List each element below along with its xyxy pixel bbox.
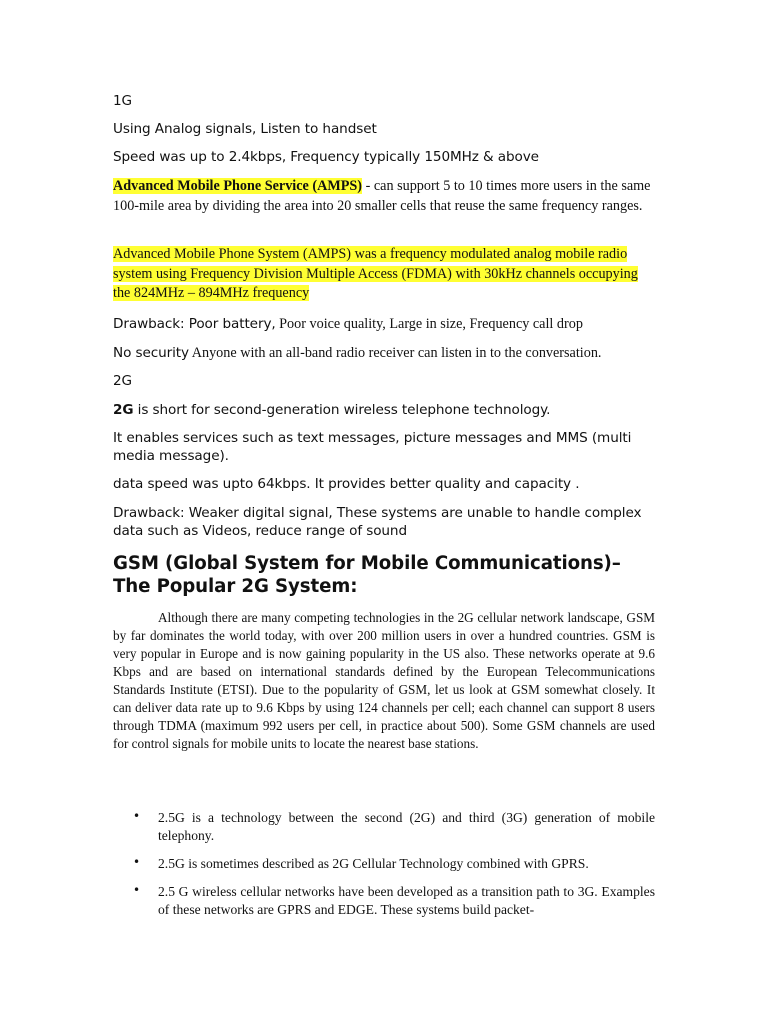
paragraph-amps-service bbox=[113, 177, 655, 216]
text-2g: 2G bbox=[113, 373, 132, 389]
bullet-icon: • bbox=[133, 809, 141, 823]
text-2g-services: It enables services such as text messages, picture messages and MMS (multi media message). bbox=[113, 430, 632, 464]
list-item-text: 2.5 G wireless cellular networks have been developed as a transition path to 3G. Examples of these networks are GPRS and EDGE. These systems build packet- bbox=[158, 884, 655, 917]
list-item-text: 2.5G is a technology between the second (2G) and third (3G) generation of mobile telephony. bbox=[158, 810, 655, 843]
text-1g: 1G bbox=[113, 93, 132, 109]
text-drawback-2g: Drawback: Weaker digital signal, These systems are unable to handle complex data such as Videos, reduce range of sound bbox=[113, 505, 642, 539]
amps-service-term: Advanced Mobile Phone Service (AMPS) bbox=[113, 178, 363, 194]
amps-service-description: - can support 5 to 10 times more users in the same 100-mile area by dividing the area into 20 smaller cells that reuse the same frequency ranges. bbox=[113, 178, 651, 214]
amps-system-highlight: Advanced Mobile Phone System (AMPS) was a frequency modulated analog mobile radio system using Frequency Division Multiple Access (FDMA) with 30kHz channels occupying the 824MHz – 894MHz frequency bbox=[113, 246, 638, 301]
paragraph-amps-system bbox=[113, 245, 655, 304]
bullet-icon: • bbox=[133, 883, 141, 897]
list-item-text: 2.5G is sometimes described as 2G Cellular Technology combined with GPRS. bbox=[158, 856, 589, 871]
text-2g-definition bbox=[113, 402, 655, 418]
drawback-1g-label: Drawback: Poor battery, bbox=[113, 316, 276, 332]
text-drawback-1g bbox=[113, 315, 655, 335]
text-2g-data-speed: data speed was upto 64kbps. It provides better quality and capacity . bbox=[113, 476, 580, 492]
text-no-security bbox=[113, 344, 655, 364]
2g-term: 2G bbox=[113, 402, 134, 418]
drawback-1g-items: Poor voice quality, Large in size, Frequency call drop bbox=[275, 316, 583, 332]
paragraph-gsm: Although there are many competing technologies in the 2G cellular network landscape, GSM by far dominates the world today, with over 200 million users in over a hundred countries. GSM is very popular in Europe and is now gaining popularity in the US also. These networks operate at 9.6 Kbps and are based on international standards defined by the European Telecommunications Standards Institute (ETSI). Due to the popularity of GSM, let us look at GSM somewhat closely. It can deliver data rate up to 9.6 Kbps by using 124 channels per cell; each channel can support 8 users through TDMA (maximum 992 users per cell, in practice about 500). Some GSM channels are used for control signals for mobile units to locate the nearest base stations. bbox=[113, 610, 655, 751]
text-analog-signals: Using Analog signals, Listen to handset bbox=[113, 121, 377, 137]
no-security-detail: Anyone with an all-band radio receiver can listen in to the conversation. bbox=[188, 345, 602, 361]
bullet-icon: • bbox=[133, 855, 141, 869]
section-heading-gsm: GSM (Global System for Mobile Communications)–The Popular 2G System: bbox=[113, 553, 621, 597]
text-speed-1g: Speed was up to 2.4kbps, Frequency typically 150MHz & above bbox=[113, 149, 539, 165]
2g-definition-rest: is short for second-generation wireless telephone technology. bbox=[133, 402, 551, 418]
no-security-label: No security bbox=[113, 345, 189, 361]
